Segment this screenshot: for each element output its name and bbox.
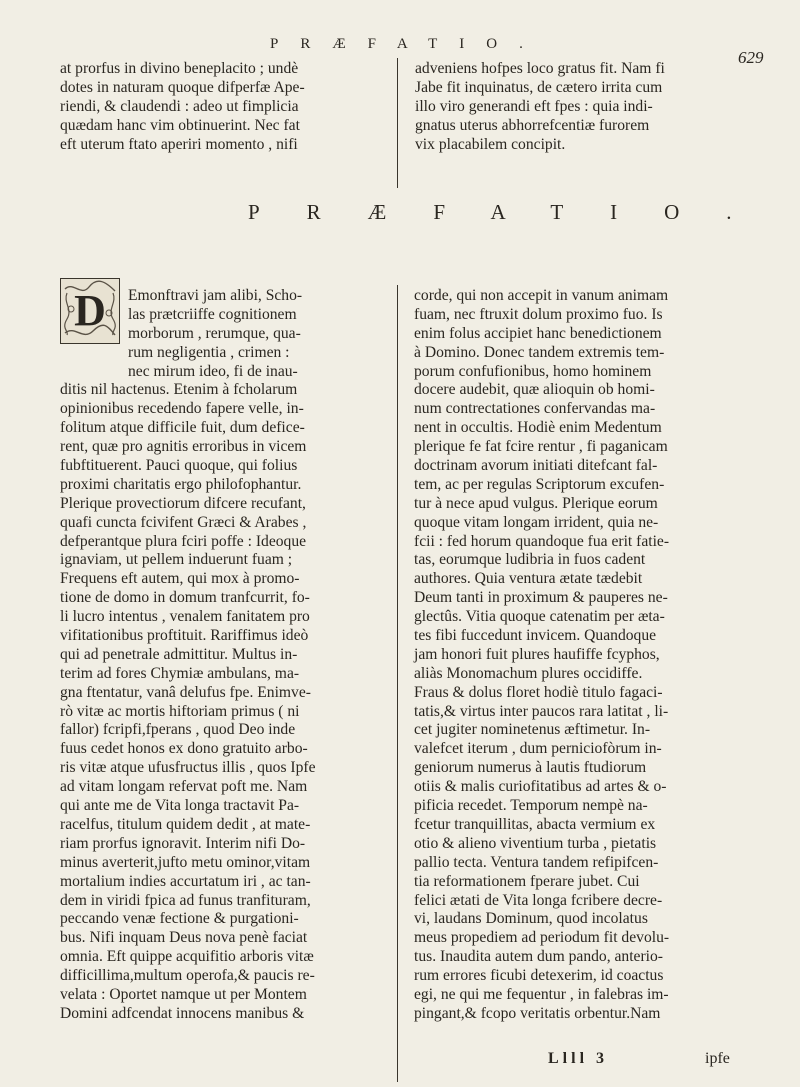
- text-line: ignaviam, ut pellem induerunt fuam ;: [60, 551, 293, 569]
- text-line: tur à nece apud vulgus. Plerique eorum: [414, 494, 658, 512]
- text-line: jam honori fuit plures haufiffe fcyphos,: [414, 645, 660, 663]
- text-line: dem in viridi fpica ad funus tranfituram,: [60, 891, 311, 909]
- text-line: doctrinam avorum initiati ditefcant fal-: [414, 457, 658, 475]
- left-column: [60, 287, 316, 1024]
- text-line: Frequens eft autem, qui mox à promo-: [60, 570, 300, 588]
- text-line: morborum , rerumque, qua-: [128, 324, 301, 342]
- text-line: egi, ne qui me fequentur , in falebras im-: [414, 985, 669, 1003]
- text-line: tas, eorumque ludibria in fuos cadent: [414, 551, 646, 569]
- text-line: authores. Quia ventura ætate tædebit: [414, 570, 643, 588]
- text-line: qui ad penetrale admittitur. Multus in-: [60, 645, 298, 663]
- text-line: nec mirum ideo, fi de inau-: [128, 362, 298, 380]
- right-column: [414, 287, 669, 1024]
- text-line: illo viro generandi eft fpes : quia indi-: [415, 97, 653, 115]
- text-line: peccando venæ fectione & purgationi-: [60, 910, 299, 928]
- text-line: pificia recedet. Temporum nempè na-: [414, 797, 648, 815]
- text-line: felici ætati de Vita longa fcribere decre-: [414, 891, 663, 909]
- text-line: opinionibus recedendo fapere velle, in-: [60, 400, 304, 418]
- catchword: ipfe: [705, 1050, 730, 1067]
- text-line: bus. Nifi inquam Deus nova penè faciat: [60, 929, 308, 947]
- text-line: difficillima,multum operofa,& paucis re-: [60, 967, 315, 985]
- section-heading: PRÆFATIO.: [248, 200, 779, 224]
- text-line: li lucro intentus , venalem fanitatem pro: [60, 608, 310, 626]
- running-head-title: PRÆFATIO.: [270, 36, 545, 52]
- text-line: enim folus accipiet hanc benedictionem: [414, 324, 662, 342]
- text-line: tes fibi fuccedunt invicem. Quandoque: [414, 627, 657, 645]
- text-line: velata : Oportet namque ut per Montem: [60, 985, 307, 1003]
- text-line: tus. Inaudita autem dum pando, anterio-: [414, 948, 663, 966]
- text-line: Deum tanti in proximum & pauperes ne-: [414, 589, 668, 607]
- text-line: fuus cedet honos ex dono gratuito arbo-: [60, 740, 308, 758]
- text-line: terim ad fores Chymiæ ambulans, ma-: [60, 664, 300, 682]
- text-line: porum confufionibus, homo hominem: [414, 362, 652, 380]
- text-line: vix placabilem concipit.: [415, 135, 566, 153]
- text-line: las prætcriiffe cognitionem: [128, 305, 297, 323]
- text-line: Fraus & dolus floret hodiè titulo fagaci-: [414, 683, 663, 701]
- initial-letter: D: [74, 286, 106, 335]
- text-line: minus averterit,jufto metu ominor,vitam: [60, 853, 311, 871]
- text-line: tione de domo in domum tranfcurrit, fo-: [60, 589, 310, 607]
- text-line: rent, quæ pro agnitis erroribus in vicem: [60, 438, 307, 456]
- text-line: fcii : fed horum quandoque fua erit fatie-: [414, 532, 670, 550]
- text-line: geniorum numerus à lautis ftudiorum: [414, 759, 647, 777]
- text-line: quoque vitam longam irrident, quia ne-: [414, 513, 659, 531]
- text-line: ditis nil hactenus. Etenim à fcholarum: [60, 381, 298, 399]
- text-line: pingant,& fcopo veritatis orbentur.Nam: [414, 1004, 661, 1022]
- column-rule: [397, 285, 398, 1082]
- text-line: meus propediem ad periodum fit devolu-: [414, 929, 670, 947]
- text-line: Jabe fit inquinatus, de cætero irrita cum: [415, 78, 663, 96]
- column-rule: [397, 58, 398, 188]
- text-line: ris vitæ atque ufusfructus illis , quos Ipfe: [60, 759, 316, 777]
- text-line: rum negligentia , crimen :: [128, 343, 290, 361]
- text-line: racelfus, titulum quidem dedit , at mate-: [60, 815, 311, 833]
- text-line: qui ante me de Vita longa tractavit Pa-: [60, 797, 300, 815]
- signature-mark: Llll 3: [548, 1050, 609, 1067]
- text-line: vifitationibus proftituit. Rariffimus ideò: [60, 627, 309, 645]
- text-line: vi, laudans Dominum, quod incolatus: [414, 910, 648, 928]
- text-line: plerique fe fat fcire rentur , fi paganicam: [414, 438, 668, 456]
- text-line: tatis,& virtus inter paucos rara latitat , li-: [414, 702, 669, 720]
- text-line: Domini adfcendat innocens manibus &: [60, 1004, 305, 1022]
- top-right-text-block: [415, 60, 665, 154]
- text-line: docere audebit, quæ alioquin ob homi-: [414, 381, 655, 399]
- text-line: riendi, & claudendi : adeo ut fimplicia: [60, 97, 299, 115]
- text-line: gna ftentatur, vanâ delufus fpe. Enimve-: [60, 683, 311, 701]
- text-line: at prorfus in divino beneplacito ; undè: [60, 60, 299, 77]
- text-line: rò vitæ ac mortis hiftoriam primus ( ni: [60, 702, 300, 720]
- page-number: 629: [738, 48, 764, 67]
- text-line: otio & alieno viventium turba , pietatis: [414, 834, 657, 852]
- text-line: quafi cuncta fcivifent Græci & Arabes ,: [60, 513, 307, 531]
- top-left-text-block: [60, 60, 305, 154]
- text-line: dotes in naturam quoque difperfæ Ape-: [60, 78, 305, 96]
- text-line: glectûs. Vitia quoque catenatim per æta-: [414, 608, 665, 626]
- text-line: cet jugiter nominetenus æftimetur. In-: [414, 721, 651, 739]
- text-line: folitum atque difficile fuit, dum defice-: [60, 419, 305, 437]
- text-line: riam prorfus ignoravit. Interim nifi Do-: [60, 834, 306, 852]
- text-line: à Domino. Donec tandem extremis tem-: [414, 343, 665, 361]
- text-line: defperantque plura fciri poffe : Ideoque: [60, 532, 307, 550]
- text-line: eft uterum ftato aperiri momento , nifi: [60, 135, 298, 153]
- text-line: corde, qui non accepit in vanum animam: [414, 287, 669, 304]
- text-line: ad vitam longam refervat poft me. Nam: [60, 778, 308, 796]
- text-line: adveniens hofpes loco gratus fit. Nam fi: [415, 60, 665, 77]
- text-line: tia reformationem fperare jubet. Cui: [414, 872, 640, 890]
- text-line: fubftituerent. Pauci quoque, qui folius: [60, 457, 298, 475]
- text-line: pallio tecta. Ventura tandem refipifcen-: [414, 853, 659, 871]
- text-line: quædam hanc vim obtinuerint. Nec fat: [60, 116, 300, 134]
- text-line: gnatus uterus abhorrefcentiæ furorem: [415, 116, 650, 134]
- text-line: valefcet iterum , dum perniciofòrum in-: [414, 740, 662, 758]
- text-line: tem, ac per regulas Scriptorum excufen-: [414, 475, 665, 493]
- text-line: aliàs Monomachum plures occidiffe.: [414, 664, 643, 682]
- text-line: proximi charitatis ergo philofophantur.: [60, 475, 302, 493]
- text-line: otiis & malis curiofitatibus ad artes & o-: [414, 778, 667, 796]
- text-line: rum errores ficubi detexerim, id coactus: [414, 967, 664, 985]
- text-line: mortalium indies accurtatum iri , ac tan-: [60, 872, 311, 890]
- text-line: Plerique provectiorum difcere recufant,: [60, 494, 306, 512]
- text-line: num contrectationes confervandas ma-: [414, 400, 656, 418]
- text-line: Emonftravi jam alibi, Scho-: [128, 287, 303, 304]
- text-line: fallor) fcripfi,fperans , quod Deo inde: [60, 721, 296, 739]
- text-line: nent in occultis. Hodiè enim Medentum: [414, 419, 662, 437]
- text-line: fuam, nec ftruxit dolum proximo fuo. Is: [414, 305, 663, 323]
- text-line: fcetur tranquillitas, abacta vermium ex: [414, 815, 656, 833]
- text-line: omnia. Eft quippe acquifitio arboris vitæ: [60, 948, 314, 966]
